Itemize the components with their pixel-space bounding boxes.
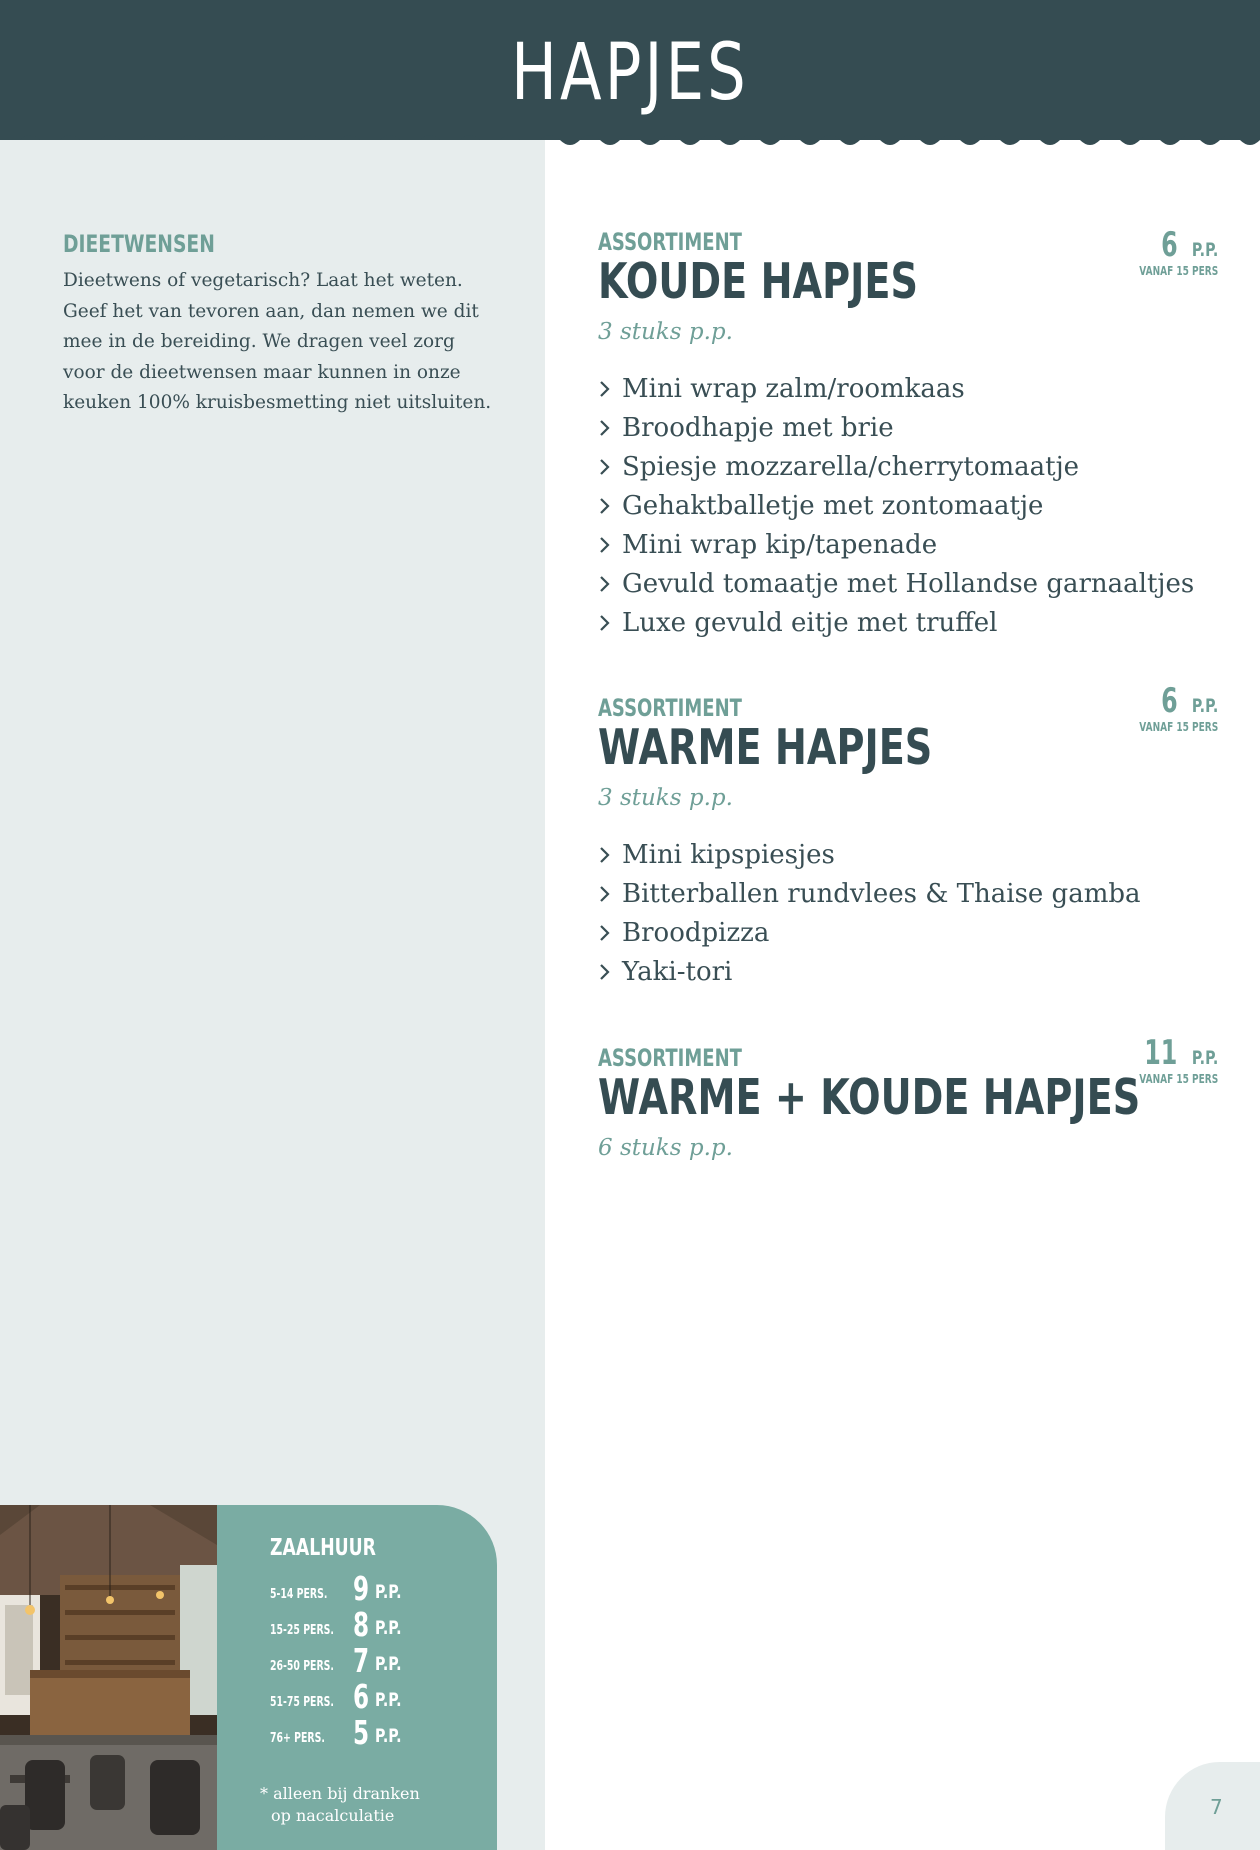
list-item: Gevuld tomaatje met Hollandse garnaaltjes [598,565,1218,604]
price-note: VANAF 15 PERS [1139,1072,1218,1086]
price-amount: 6 [1161,225,1178,265]
chevron-right-icon [598,380,612,398]
list-item: Bitterballen rundvlees & Thaise gamba [598,875,1218,914]
list-item: Spiesje mozzarella/cherrytomaatje [598,448,1218,487]
chevron-right-icon [598,575,612,593]
chevron-right-icon [598,885,612,903]
price-note: VANAF 15 PERS [1139,720,1218,734]
chevron-right-icon [598,497,612,515]
section-subtitle: 3 stuks p.p. [598,785,733,811]
price-unit: P.P. [1191,695,1218,717]
page-number: 7 [1210,1795,1223,1819]
zaalhuur-row: 26-50 PERS. 7 P.P. [270,1641,402,1680]
section-title: KOUDE HAPJES [598,253,919,310]
list-item: Broodhapje met brie [598,409,1218,448]
section-warme-hapjes [598,681,1218,992]
chevron-right-icon [598,458,612,476]
diet-text: Dieetwens of vegetarisch? Laat het weten. Geef het van tevoren aan, dan nemen we dit mee in de bereiding. We dragen veel zorg voor de dieetwensen maar kunnen in onze keuken 100% kruisbesmetting niet uitsluiten. [63,270,492,413]
section-subtitle: 3 stuks p.p. [598,319,733,345]
restaurant-photo [0,1505,217,1850]
zaalhuur-row: 51-75 PERS. 6 P.P. [270,1677,402,1716]
list-item: Gehaktballetje met zontomaatje [598,487,1218,526]
price-unit: P.P. [1191,1047,1218,1069]
zaalhuur-panel [217,1505,497,1850]
list-item: Yaki-tori [598,953,1218,992]
section-title: WARME + KOUDE HAPJES [598,1069,1141,1126]
chevron-right-icon [598,614,612,632]
section-warme-koude-hapjes [598,1033,1218,1164]
zaalhuur-row: 15-25 PERS. 8 P.P. [270,1605,402,1644]
list-item: Luxe gevuld eitje met truffel [598,604,1218,643]
zaalhuur-title: ZAALHUUR [270,1535,376,1561]
item-list [598,370,1218,643]
list-item: Mini kipspiesjes [598,836,1218,875]
chevron-right-icon [598,924,612,942]
section-price [1113,681,1218,734]
section-label: ASSORTIMENT [598,694,742,722]
price-amount: 11 [1144,1033,1178,1073]
zaalhuur-row: 5-14 PERS. 9 P.P. [270,1569,402,1608]
item-list [598,836,1218,992]
section-subtitle: 6 stuks p.p. [598,1135,733,1161]
section-title: WARME HAPJES [598,719,933,776]
zaalhuur-footnote: * alleen bij dranken op nacalculatie [260,1784,420,1825]
page-title: HAPJES [511,28,749,118]
section-price [1113,225,1218,278]
section-koude-hapjes [598,225,1218,643]
price-amount: 6 [1161,681,1178,721]
section-label: ASSORTIMENT [598,228,742,256]
price-note: VANAF 15 PERS [1139,264,1218,278]
list-item: Mini wrap kip/tapenade [598,526,1218,565]
price-unit: P.P. [1191,239,1218,261]
list-item: Broodpizza [598,914,1218,953]
section-price [1113,1033,1218,1086]
zaalhuur-row: 76+ PERS. 5 P.P. [270,1713,402,1752]
diet-title: DIEETWENSEN [63,230,215,258]
list-item: Mini wrap zalm/roomkaas [598,370,1218,409]
chevron-right-icon [598,419,612,437]
chevron-right-icon [598,846,612,864]
chevron-right-icon [598,536,612,554]
section-label: ASSORTIMENT [598,1044,742,1072]
chevron-right-icon [598,963,612,981]
page-header [0,0,1260,140]
